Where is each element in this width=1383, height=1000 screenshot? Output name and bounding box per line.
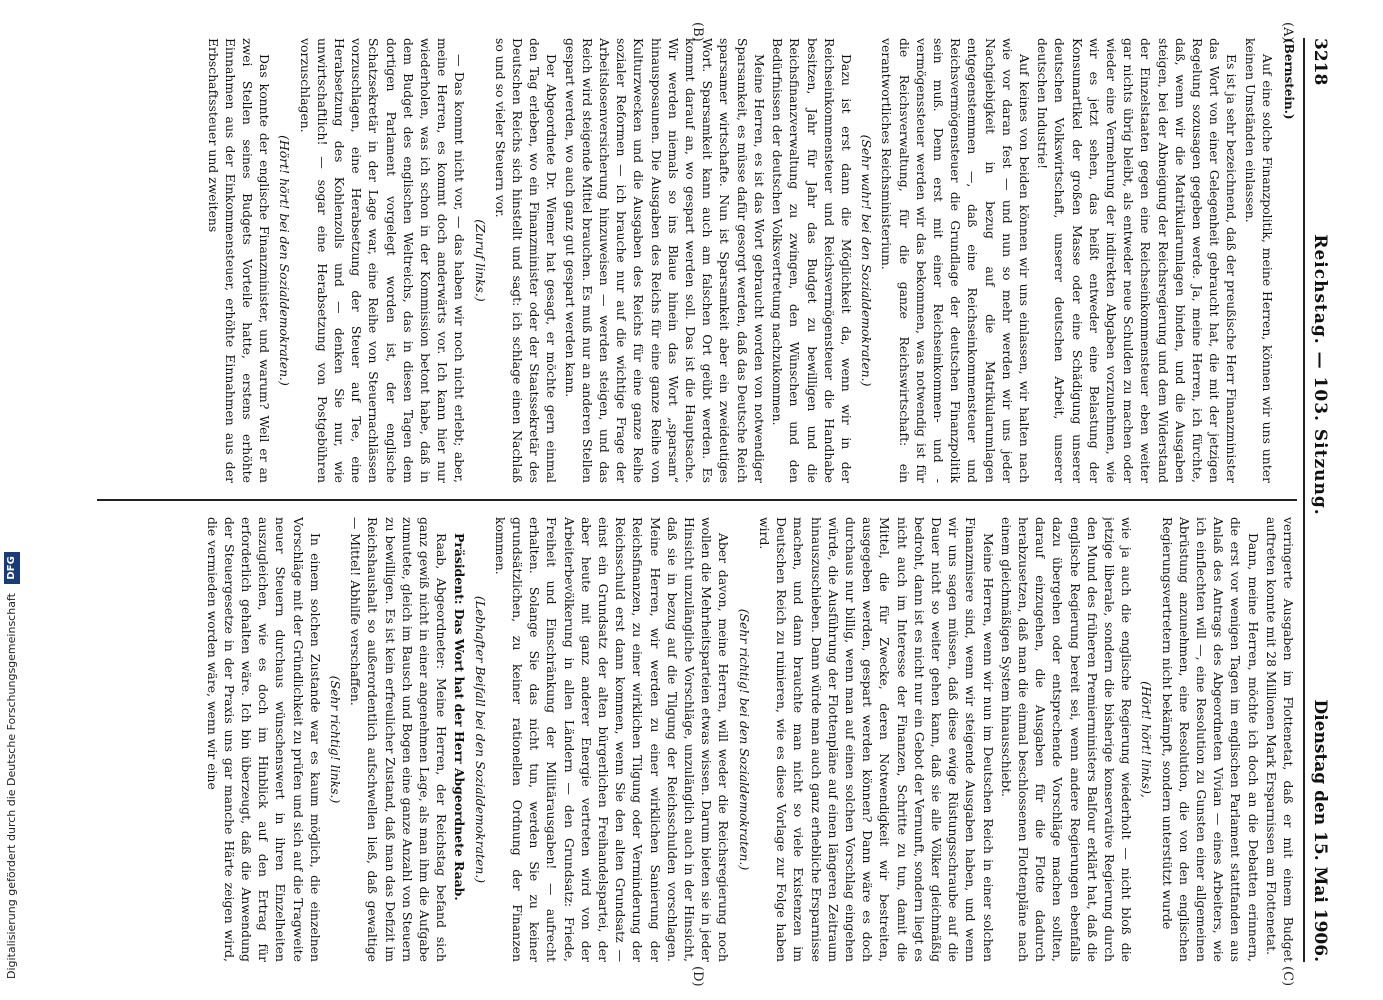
credit-text: Digitalisierung gefördert durch die Deutsche Forschungsgemeinschaft — [5, 593, 18, 979]
session-date: Dienstag den 15. Mai 1906. — [1310, 699, 1330, 962]
paragraph: — Das kommt nicht vor, — das haben wir noch nicht erlebt; aber, meine Herren, es kommt doch anderwärts vor. Ich kann hier nur wiederholen, was ich schon in der Kommission betont habe, daß in dem Budget des englischen Weltreichs, das in diesen Tagen dem dortigen Parlament vorgelegt worden ist, der englische Schatzsekretär in der Lage war, eine Reihe von Steuernachlässen vorzuschlagen, eine Herabsetzung der Steuer auf Tee, eine Herabsetzung des Kohlenzolls und — denken Sie nur, wie unwirtschaftlich! — sogar eine Herabsetzung von Postgebühren vorzuschlagen. — [297, 38, 468, 483]
paragraph: wie ja auch die englische Regierung wiederholt — nicht bloß die jetzige liberale, sondern die bisherige konservative Regierung durch den Mund des früheren Premierministers Balfour erklärt hat, daß die englische Regierung bereit sei, wenn andere Regierungen ebenfalls dazu übergehen oder entsprechende Vorschläge machen sollten, darauf einzugehen, die Ausgaben für die Flotte dadurch herabzusetzen, daß man die einmal beschlossenen Flottenpläne nach einem gleichmäßigen System hinausschiebt. — [998, 517, 1135, 962]
paragraph: Meine Herren, es ist das Wort gebraucht worden von notwendiger Sparsamkeit, es müsse dafür gesorgt werden, daß das Deutsche Reich sparsamer wirtschafte. Nun ist Sparsamkeit aber ein zweideutiges Wort. Sparsamkeit kann auch am falschen Ort geübt werden. Es kommt darauf an, wo gespart werden soll. Das ist die Hauptsache. Wir werden niemals so ins Blaue hinein das Wort „sparsam“ hinausposaunen. Die Ausgaben des Reichs für eine ganze Reihe von Kulturzwecken und die Ausgaben des Reichs für eine ganze Reihe sozialer Reformen — ich brauche nur auf die wichtige Frage der Arbeitslosenversicherung hinzuweisen — werden steigen, und das Reich wird steigende Mittel brauchen. Es muß nur an anderen Stellen gespart werden, wo auch ganz gut gespart werden kann. — [562, 38, 767, 483]
margin-letter-c: (C) — [1280, 966, 1295, 987]
credit-line — [1, 19, 23, 979]
left-column — [97, 38, 1297, 483]
right-column — [97, 517, 1297, 962]
paragraph: Es ist ja sehr bezeichnend, daß der preußische Herr Finanzminister das Wort von einer Gelegenheit gebraucht hat, die mit der jetzigen Regelung sozusagen gegeben werde. Ja, meine Herren, ich fürchte, daß, wenn wir die Matrikularumlagen binden, und die Ausgaben steigen, bei der Abneigung der Reichsregierung und dem Widerstand der Einzelstaaten gegen eine Reichseinkommensteuer eben weiter gar nichts übrig bleibt, als entweder neue Schulden zu machen oder wieder eine Vermehrung der indirekten Abgaben vorzunehmen, wie wir es jetzt sehen, das heißt entweder eine Belastung der Konsumartikel der großen Masse oder eine Schädigung unserer deutschen Volkswirtschaft, unserer deutschen Arbeit, unserer deutschen Industrie! — [1035, 38, 1240, 483]
interjection: (Zuruf links.) — [472, 219, 488, 302]
interjection: (Lebhafter Beifall bei den Sozialdemokraten.) — [472, 595, 488, 884]
page-header — [1303, 38, 1335, 962]
column-divider — [97, 499, 1297, 501]
paragraph: Der Abgeordnete Dr. Wiemer hat gesagt, er möchte gern einmal den Tag erleben, wo ein Finanzminister oder der Staatssekretär des Deutschen Reichs sich hinstellt und sagt: ich schlage einen Nachlaß so und so vieler Steuern vor. — [492, 38, 560, 483]
interjection: (Hört! hört! links), — [1139, 681, 1155, 798]
dfg-logo-icon: DFG — [4, 552, 20, 583]
paragraph: In einem solchen Zustande war es kaum möglich, die einzelnen Vorschläge mit der Gründlichkeit zu prüfen und sich auf die Tragweite neuer Steuern durchaus wünschenswert in ihren Einzelheiten auszugleichen, wie es doch im Hinblick auf den Ertrag für erforderlich gehalten wäre. Ich bin überzeugt, daß die Anwendung der Steuergesetze in der Praxis uns gar manche Härte zeigen wird, die vermieden worden wäre, wenn wir eine — [204, 517, 323, 962]
scanned-page — [85, 20, 1345, 987]
page-number: 3218 — [1310, 38, 1330, 86]
paragraph: Dann, meine Herren, möchte ich doch an die Debatten erinnern, die erst vor wenigen Tagen im englischen Parlament stattfanden aus Anlaß des Antrags des Abgeordneten Vivian — eines Arbeiters, wie ich einflechten will —, eine Resolution zu Gunsten einer allgemeinen Abrüstung anzunehmen, eine Resolution, die von den englischen Regierungsvertretern nicht bekämpft, sondern unterstützt wurde — [1159, 517, 1261, 962]
paragraph: Das konnte der englische Finanzminister, und warum? Weil er an zwei Stellen seines Budgets Vorteile hatte, erstens erhöhte Einnahmen aus der Einkommensteuer, erhöhte Einnahmen aus der Erbschaftssteuer und zweitens — [205, 38, 273, 483]
interjection: (Sehr richtig! links.) — [328, 675, 344, 804]
paragraph: verringerte Ausgaben im Flottenetat, daß er mit einem Budget auftreten konnte mit 28 Millionen Mark Ersparnissen am Flottenetat. — [1263, 517, 1296, 962]
margin-letter-a: (A) — [1280, 22, 1295, 42]
paragraph: Raab, Abgeordneter: Meine Herren, der Reichstag befand sich ganz gewiß nicht in einer angenehmen Lage, als man ihm die Aufgabe zumutete, gleich im Bausch und Bogen eine ganze Anzahl von Steuern zu bewilligen. Es ist kein erfreulicher Zustand, daß man das Defizit im Reichshaushalt so außerordentlich aufschwellen ließ, daß gewaltige — Mittel! Abhilfe verschaffen. — [348, 517, 450, 962]
interjection: (Hört! hört! bei den Sozialdemokraten.) — [277, 135, 293, 386]
paragraph: Auf keines von beiden können wir uns einlassen, wir halten nach wie vor daran fest — und nun so mehr werden wir uns jeder Nachgiebigkeit in bezug auf die Matrikularumlagen entgegenstemmen —, daß eine Reichseinkommensteuer und Reichsvermögensteuer die Grundlage der deutschen Finanzpolitik sein muß. Denn erst mit einer Reichseinkommen- und -vermögenssteuer werden wir das bekommen, was notwendig ist für die Reichsverwaltung, für die ganze Reichswirtschaft: ein verantwortliches Reichsministerium. — [879, 38, 1032, 483]
paragraph: Meine Herren, wenn wir nun im Deutschen Reich in einer solchen Finanzmisere sind, wenn wir steigende Ausgaben haben, und wenn wir uns sagen müssen, daß diese ewige Rüstungsschraube auf die Dauer nicht so weiter gehen kann, daß sie alle Völker gleichmäßig bedroht, dann ist es nicht nur ein Gebot der Vernunft, sondern liegt es nicht auch im Interesse der Finanzen, Schritte zu tun, damit die Mittel, die für Zwecke, deren Notwendigkeit wir bestreiten, ausgegeben werden, gespart werden können? Dann wäre es doch durchaus nur billig, wenn man auf einen solchen Vorschlag eingehen würde, die Ausführung der Flottenpläne auf einen längeren Zeitraum hinauszuschieben. Dann würde man auch ganz erhebliche Ersparnisse machen, und dann brauchte man nicht so viele Existenzen im Deutschen Reich zu ruinieren, wie es diese Vorlage zur Folge haben wird. — [756, 517, 996, 962]
margin-letter-b: (B) — [690, 22, 705, 42]
paragraph: Auf eine solche Finanzpolitik, meine Herren, können wir uns unter keinen Umständen einlassen. — [1242, 38, 1275, 483]
paragraph: Dazu ist erst dann die Möglichkeit da, wenn wir in der Reichseinkommensteuer und Reichsvermögensteuer die Handhabe besitzen, Jahr für Jahr das Budget zu bewilligen und die Reichsfinanzverwaltung zu zwingen, den Wünschen und den Bedürfnissen der deutschen Volksvertretung nachzukommen. — [770, 38, 854, 483]
running-title: Reichstag. — 103. Sitzung. — [1310, 234, 1330, 516]
digitization-credit — [2, 0, 24, 1000]
president-statement: Präsident: Das Wort hat der Herr Abgeordnete Raab. — [452, 533, 468, 901]
interjection: (Sehr wahr! bei den Sozialdemokraten.) — [859, 134, 875, 387]
speaker-label: (Bernstein.) — [1282, 38, 1296, 120]
paragraph: Aber davon, meine Herren, will weder die Reichsregierung noch wollen die Mehrheitsparteien etwas wissen. Darum bieten sie in jeder Hinsicht unzulängliche Vorschläge, unzulänglich auch in der Hinsicht, daß sie in bezug auf die Tilgung der Reichsschulden vorschlagen. Meine Herren, wir werden zu einer wirklichen Sanierung der Reichsfinanzen, zu einer wirklichen Tilgung oder Verminderung der Reichsschuld erst dann kommen, wenn Sie den alten Grundsatz — einst ein Grundsatz der alten bürgerlichen Freihandelspartei, der aber heute mit ganz anderer Energie vertreten wird von der Arbeiterbevölkerung in allen Ländern — den Grundsatz: Friede, Freiheit und Einschränkung der Militärausgaben! — aufrecht erhalten. Solange Sie das nicht tun, werden Sie zu keiner grundsätzlichen, zu keiner rationellen Ordnung der Finanzen kommen. — [492, 517, 732, 962]
interjection: (Sehr richtig! bei den Sozialdemokraten.) — [736, 608, 752, 871]
margin-letter-d: (D) — [690, 966, 705, 987]
document-page — [85, 20, 1345, 987]
